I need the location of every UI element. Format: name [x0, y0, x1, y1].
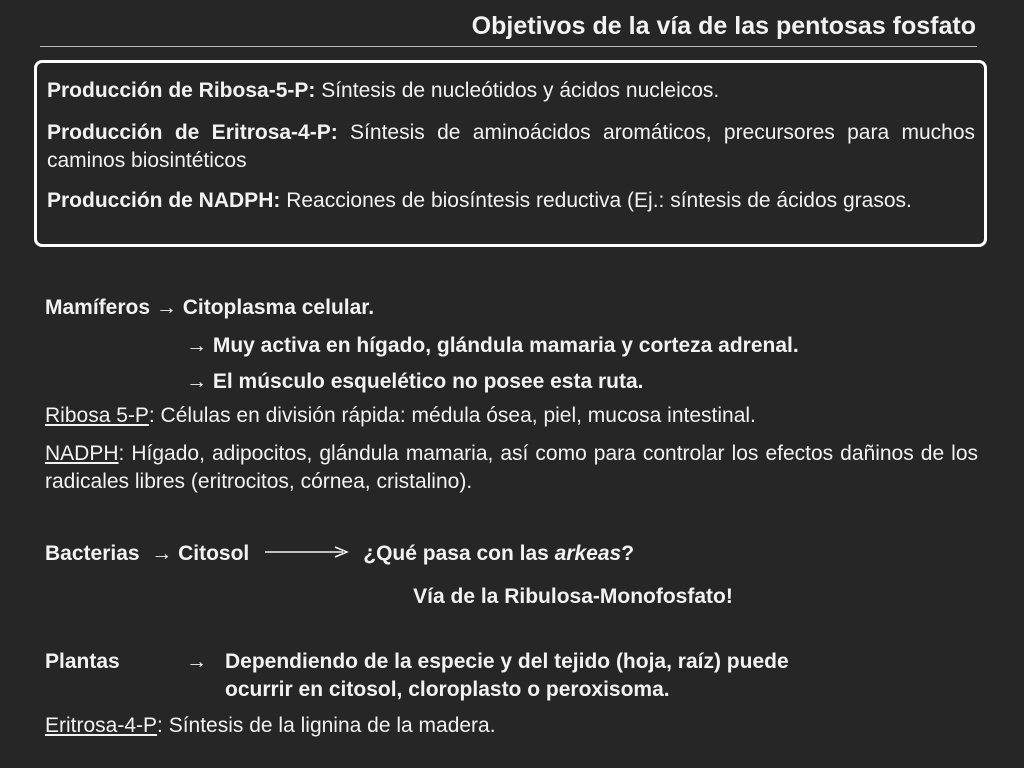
objective-text: Reacciones de biosíntesis reductiva (Ej.: síntesis de ácidos grasos.	[280, 189, 912, 212]
ribosa-text: : Células en división rápida: médula ósea, piel, mucosa intestinal.	[148, 404, 756, 427]
plantas-text-1: Dependiendo de la especie y del tejido (hoja, raíz) puede	[225, 650, 789, 673]
bacterias-line	[45, 540, 634, 568]
title-divider	[40, 46, 977, 47]
bacterias-question-em: arkeas	[554, 542, 622, 565]
objective-label: Producción de NADPH:	[47, 189, 281, 212]
ribosa-term: Ribosa 5-P	[45, 404, 149, 427]
nadph-text: : Hígado, adipocitos, glándula mamaria, así como para controlar los efectos dañinos de los radicales libres (eritrocitos, córnea, cristalino).	[45, 442, 978, 493]
mamiferos-label: Mamíferos	[45, 296, 151, 319]
arrow-right-icon: →	[155, 296, 177, 319]
nadph-term: NADPH	[45, 442, 119, 465]
arrow-right-icon: →	[151, 542, 173, 565]
objective-text: Síntesis de aminoácidos aromáticos, precursores para muchos caminos biosintéticos	[47, 121, 975, 172]
slide-title: Objetivos de la vía de las pentosas fosfato	[471, 12, 976, 40]
mamiferos-text-1: Citoplasma celular.	[182, 296, 375, 319]
mamiferos-line-3	[186, 368, 643, 396]
nadph-paragraph	[45, 440, 978, 496]
arrow-right-icon: →	[186, 370, 207, 393]
eritrosa-text: : Síntesis de la lignina de la madera.	[157, 714, 496, 737]
objective-nadph	[47, 187, 975, 215]
bacterias-label: Bacterias	[45, 542, 140, 565]
bacterias-question-post: ?	[621, 542, 635, 565]
mamiferos-line-2	[186, 332, 799, 360]
objective-label: Producción de Eritrosa-4-P:	[47, 121, 338, 144]
mamiferos-text-3: El músculo esquelético no posee esta ruta.	[212, 370, 644, 393]
mamiferos-text-2: Muy activa en hígado, glándula mamaria y corteza adrenal.	[212, 334, 799, 357]
plantas-arrow-icon: →	[186, 650, 207, 673]
long-arrow-icon	[265, 546, 349, 558]
objective-ribosa	[47, 77, 975, 105]
ribosa-line	[45, 402, 756, 430]
objective-text: Síntesis de nucleótidos y ácidos nucleicos.	[315, 79, 720, 102]
objectives-box	[34, 60, 987, 247]
objective-label: Producción de Ribosa-5-P:	[47, 79, 316, 102]
eritrosa-term: Eritrosa-4-P	[45, 714, 158, 737]
mamiferos-line-1	[45, 294, 374, 322]
arrow-right-icon: →	[186, 334, 207, 357]
bacterias-answer: Vía de la Ribulosa-Monofosfato!	[413, 585, 733, 608]
objective-eritrosa	[47, 119, 975, 175]
plantas-label: Plantas	[45, 650, 120, 673]
bacterias-question-pre: ¿Qué pasa con las	[363, 542, 555, 565]
bacterias-target: Citosol	[178, 542, 250, 565]
eritrosa-line	[45, 712, 496, 740]
plantas-text-2: ocurrir en citosol, cloroplasto o peroxisoma.	[225, 678, 670, 701]
